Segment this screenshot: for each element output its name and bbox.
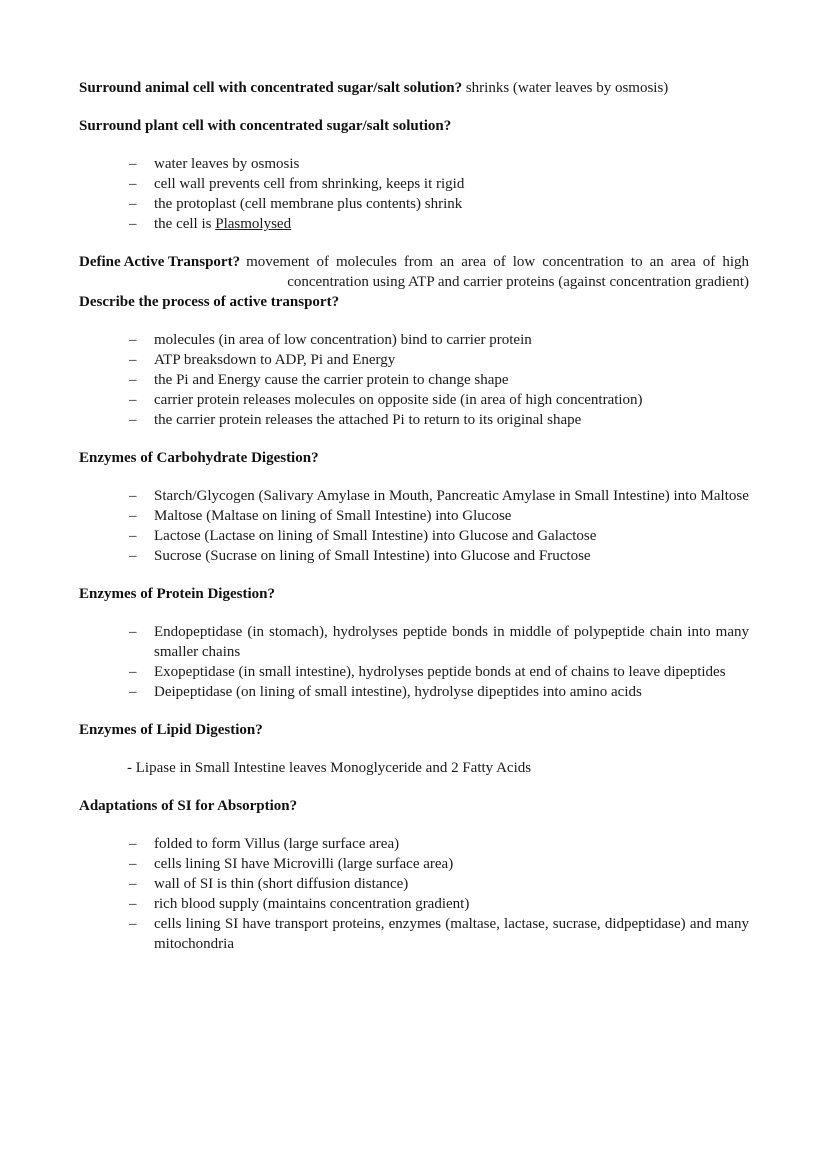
list-item: – Sucrose (Sucrase on lining of Small Intestine) into Glucose and Fructose xyxy=(154,546,749,566)
question-heading: Surround plant cell with concentrated sugar/salt solution? xyxy=(79,118,452,134)
answer-list xyxy=(79,622,749,702)
list-item: – rich blood supply (maintains concentration gradient) xyxy=(154,894,749,914)
list-item: – cells lining SI have transport proteins, enzymes (maltase, lactase, sucrase, didpeptidase) and many mitochondria xyxy=(154,914,749,954)
list-item: – molecules (in area of low concentration) bind to carrier protein xyxy=(154,330,749,350)
underlined-term: Plasmolysed xyxy=(215,216,292,232)
list-item xyxy=(154,214,749,234)
list-item: – Maltose (Maltase on lining of Small Intestine) into Glucose xyxy=(154,506,749,526)
answer-text: movement of molecules from an area of low concentration to an area of high concentration using ATP and carrier proteins (against concentration gradient) xyxy=(246,254,749,290)
list-item: – ATP breaksdown to ADP, Pi and Energy xyxy=(154,350,749,370)
question-heading: Surround animal cell with concentrated sugar/salt solution? xyxy=(79,80,463,96)
list-item: – carrier protein releases molecules on opposite side (in area of high concentration) xyxy=(154,390,749,410)
list-item: – cell wall prevents cell from shrinking, keeps it rigid xyxy=(154,174,749,194)
list-item-text: the cell is xyxy=(154,216,216,232)
section-plant-cell xyxy=(79,116,749,234)
list-item: – the Pi and Energy cause the carrier protein to change shape xyxy=(154,370,749,390)
section-lipid-digestion xyxy=(79,720,749,778)
question-heading: Enzymes of Carbohydrate Digestion? xyxy=(79,450,319,466)
section-active-transport-definition xyxy=(79,252,749,292)
list-item: – Starch/Glycogen (Salivary Amylase in Mouth, Pancreatic Amylase in Small Intestine) into Maltose xyxy=(154,486,749,506)
list-item: – water leaves by osmosis xyxy=(154,154,749,174)
answer-list xyxy=(79,486,749,566)
list-item: – the carrier protein releases the attached Pi to return to its original shape xyxy=(154,410,749,430)
answer-list xyxy=(79,154,749,234)
list-item: – Lactose (Lactase on lining of Small Intestine) into Glucose and Galactose xyxy=(154,526,749,546)
list-item: – folded to form Villus (large surface area) xyxy=(154,834,749,854)
answer-list xyxy=(79,834,749,954)
section-protein-digestion xyxy=(79,584,749,702)
question-heading: Describe the process of active transport? xyxy=(79,294,340,310)
document-page xyxy=(79,78,749,972)
list-item: – cells lining SI have Microvilli (large surface area) xyxy=(154,854,749,874)
list-item: – the protoplast (cell membrane plus contents) shrink xyxy=(154,194,749,214)
list-item: – Deipeptidase (on lining of small intestine), hydrolyse dipeptides into amino acids xyxy=(154,682,749,702)
question-heading: Define Active Transport? xyxy=(79,254,241,270)
section-carbohydrate-digestion xyxy=(79,448,749,566)
question-heading: Adaptations of SI for Absorption? xyxy=(79,798,298,814)
answer-text: - Lipase in Small Intestine leaves Monoglyceride and 2 Fatty Acids xyxy=(127,760,532,776)
question-heading: Enzymes of Protein Digestion? xyxy=(79,586,275,602)
answer-text: shrinks (water leaves by osmosis) xyxy=(465,80,669,96)
list-item: – wall of SI is thin (short diffusion distance) xyxy=(154,874,749,894)
section-si-adaptations xyxy=(79,796,749,954)
section-active-transport-process xyxy=(79,292,749,430)
list-item: – Endopeptidase (in stomach), hydrolyses peptide bonds in middle of polypeptide chain into many smaller chains xyxy=(154,622,749,662)
question-heading: Enzymes of Lipid Digestion? xyxy=(79,722,263,738)
answer-list xyxy=(79,330,749,430)
list-item: – Exopeptidase (in small intestine), hydrolyses peptide bonds at end of chains to leave dipeptides xyxy=(154,662,749,682)
section-animal-cell xyxy=(79,78,749,98)
